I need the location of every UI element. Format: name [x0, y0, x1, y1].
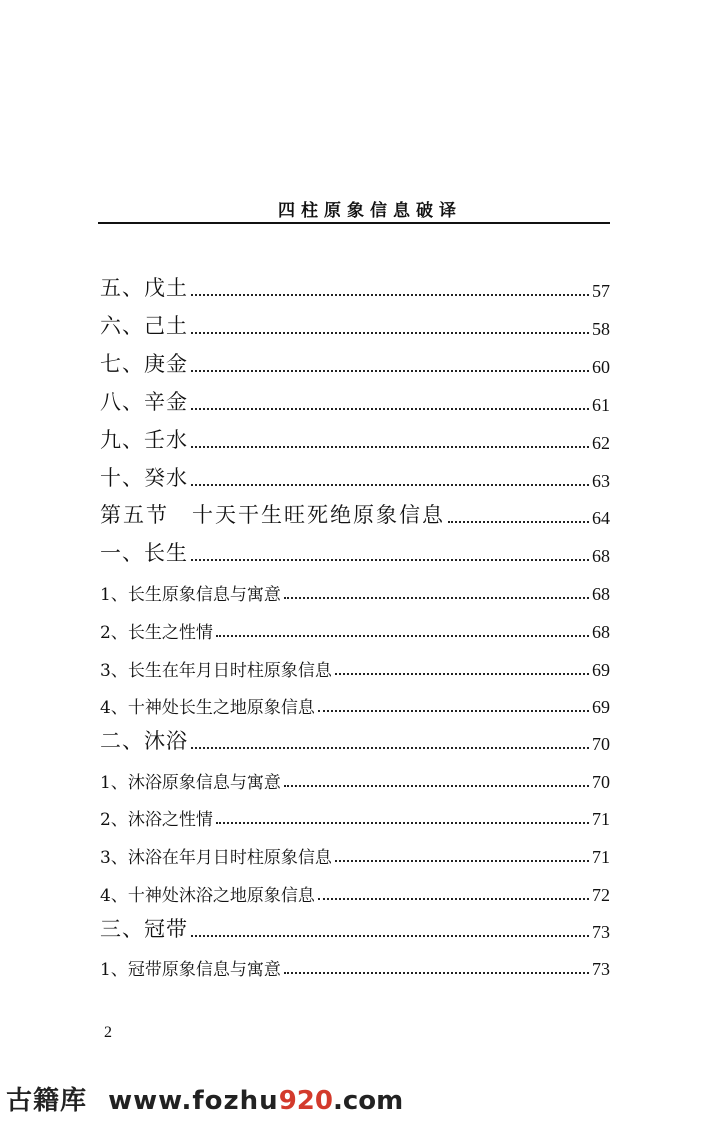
toc-leader-dots: [318, 898, 589, 900]
toc-label: 九、壬水: [100, 428, 188, 452]
toc-leader-dots: [191, 408, 589, 410]
toc-label: 一、长生: [100, 541, 188, 565]
toc-page: 71: [592, 847, 610, 867]
toc-row: [100, 686, 610, 718]
toc-label: 七、庚金: [100, 352, 188, 376]
toc-page: 70: [592, 734, 610, 754]
toc-row: [100, 497, 610, 529]
toc-leader-dots: [284, 785, 589, 787]
toc-page: 70: [592, 772, 610, 792]
toc-row: [100, 911, 610, 943]
toc-leader-dots: [191, 484, 589, 486]
toc-label: 十、癸水: [100, 466, 188, 490]
toc-row: [100, 460, 610, 492]
toc-page: 68: [592, 622, 610, 642]
watermark-domain-suffix: .com: [332, 1086, 404, 1116]
toc-label: 1、冠带原象信息与寓意: [100, 960, 281, 980]
toc-label: 4、十神处沐浴之地原象信息: [100, 886, 315, 906]
toc-row: [100, 649, 610, 681]
toc-page: 60: [592, 357, 610, 377]
toc-page: 61: [592, 395, 610, 415]
toc-label: 三、冠带: [100, 917, 188, 941]
toc-page: 63: [592, 471, 610, 491]
toc-row: [100, 798, 610, 830]
toc-row: [100, 723, 610, 755]
toc-label: 五、戊土: [100, 276, 188, 300]
toc-leader-dots: [191, 747, 589, 749]
toc-row: [100, 422, 610, 454]
toc-page: 73: [592, 959, 610, 979]
toc-leader-dots: [335, 673, 589, 675]
toc-leader-dots: [191, 446, 589, 448]
toc-row: [100, 384, 610, 416]
toc-leader-dots: [191, 370, 589, 372]
toc-leader-dots: [448, 521, 589, 523]
toc-label: 4、十神处长生之地原象信息: [100, 698, 315, 718]
toc-row: [100, 346, 610, 378]
toc-label: 1、沐浴原象信息与寓意: [100, 773, 281, 793]
toc-leader-dots: [191, 559, 589, 561]
toc-row: [100, 836, 610, 868]
toc-page: 64: [592, 508, 610, 528]
toc-page: 69: [592, 697, 610, 717]
header-rule: [98, 222, 610, 224]
toc-leader-dots: [335, 860, 589, 862]
toc-label: 2、长生之性情: [100, 623, 213, 643]
toc-row: [100, 308, 610, 340]
watermark: [6, 1080, 403, 1117]
header-title: 四柱原象信息破译: [278, 201, 462, 221]
toc-leader-dots: [216, 635, 589, 637]
toc-page: 72: [592, 885, 610, 905]
toc-label: 3、长生在年月日时柱原象信息: [100, 661, 332, 681]
toc-label: 2、沐浴之性情: [100, 810, 213, 830]
toc-leader-dots: [191, 935, 589, 937]
toc-page: 62: [592, 433, 610, 453]
page-number: 2: [104, 1024, 112, 1041]
toc-label: 六、己土: [100, 314, 188, 338]
toc-row: [100, 611, 610, 643]
watermark-domain-number: 920: [278, 1086, 333, 1116]
toc-page: 68: [592, 546, 610, 566]
toc-label: 3、沐浴在年月日时柱原象信息: [100, 848, 332, 868]
toc-page: 68: [592, 584, 610, 604]
toc-leader-dots: [284, 972, 589, 974]
toc-leader-dots: [216, 822, 589, 824]
watermark-name: 古籍库: [6, 1086, 88, 1116]
toc-leader-dots: [284, 597, 589, 599]
toc-row: [100, 270, 610, 302]
toc-page: 57: [592, 281, 610, 301]
toc-row: [100, 761, 610, 793]
toc-page: 73: [592, 922, 610, 942]
toc-label: 第五节 十天干生旺死绝原象信息: [100, 503, 445, 527]
toc-label: 1、长生原象信息与寓意: [100, 585, 281, 605]
toc-leader-dots: [191, 332, 589, 334]
toc-page: 71: [592, 809, 610, 829]
toc-row: [100, 535, 610, 567]
toc-row: [100, 948, 610, 980]
toc-page: 58: [592, 319, 610, 339]
toc-leader-dots: [191, 294, 589, 296]
toc-label: 八、辛金: [100, 390, 188, 414]
toc-page: 69: [592, 660, 610, 680]
toc-row: [100, 874, 610, 906]
toc-leader-dots: [318, 710, 589, 712]
toc-label: 二、沐浴: [100, 729, 188, 753]
watermark-domain-prefix: www.fozhu: [108, 1086, 279, 1116]
toc-row: [100, 573, 610, 605]
